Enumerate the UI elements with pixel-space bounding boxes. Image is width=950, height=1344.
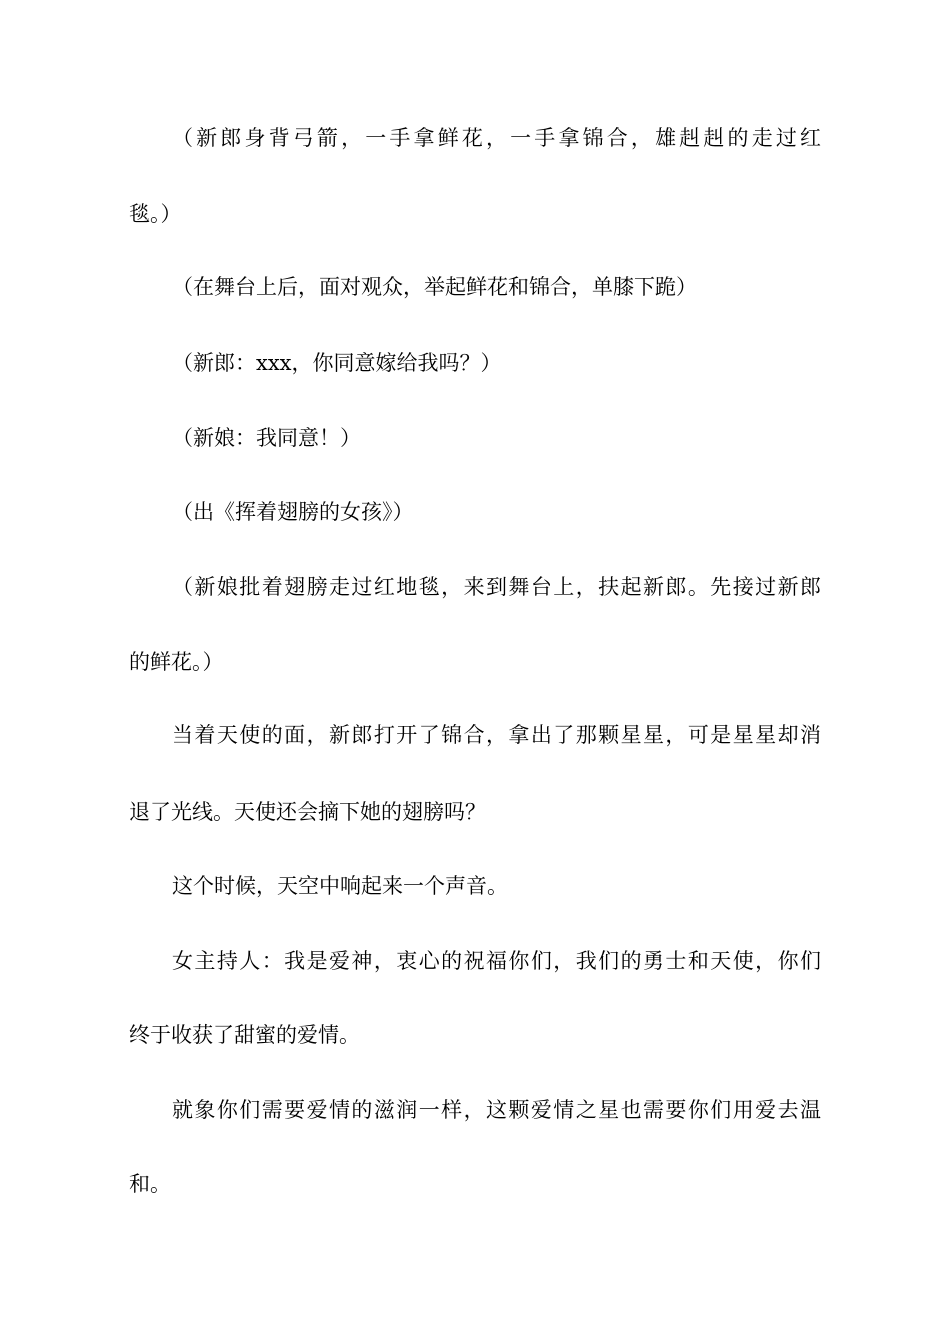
- paragraph-line: （新娘批着翅膀走过红地毯，来到舞台上，扶起新郎。先接过新郎: [172, 575, 821, 599]
- paragraph-line: 退了光线。天使还会摘下她的翅膀吗？: [129, 800, 486, 824]
- paragraph-line: （新郎身背弓箭，一手拿鲜花，一手拿锦合，雄赳赳的走过红: [172, 126, 821, 150]
- paragraph-line: （新娘：我同意！）: [172, 426, 361, 450]
- paragraph-line: （新郎：xxx，你同意嫁给我吗？）: [172, 351, 502, 375]
- paragraph-line: 毯。）: [129, 202, 182, 226]
- paragraph-line: （在舞台上后，面对观众，举起鲜花和锦合，单膝下跪）: [172, 275, 697, 299]
- paragraph-line: （出《挥着翅膀的女孩》）: [172, 500, 414, 524]
- paragraph-line: 这个时候，天空中响起来一个声音。: [172, 874, 508, 898]
- paragraph-line: 女主持人：我是爱神，衷心的祝福你们，我们的勇士和天使，你们: [172, 949, 821, 973]
- paragraph-line: 当着天使的面，新郎打开了锦合，拿出了那颗星星，可是星星却消: [172, 723, 821, 747]
- paragraph-line: 的鲜花。）: [129, 650, 224, 674]
- paragraph-line: 和。: [129, 1172, 171, 1196]
- paragraph-line: 终于收获了甜蜜的爱情。: [129, 1023, 360, 1047]
- paragraph-line: 就象你们需要爱情的滋润一样，这颗爱情之星也需要你们用爱去温: [172, 1098, 821, 1122]
